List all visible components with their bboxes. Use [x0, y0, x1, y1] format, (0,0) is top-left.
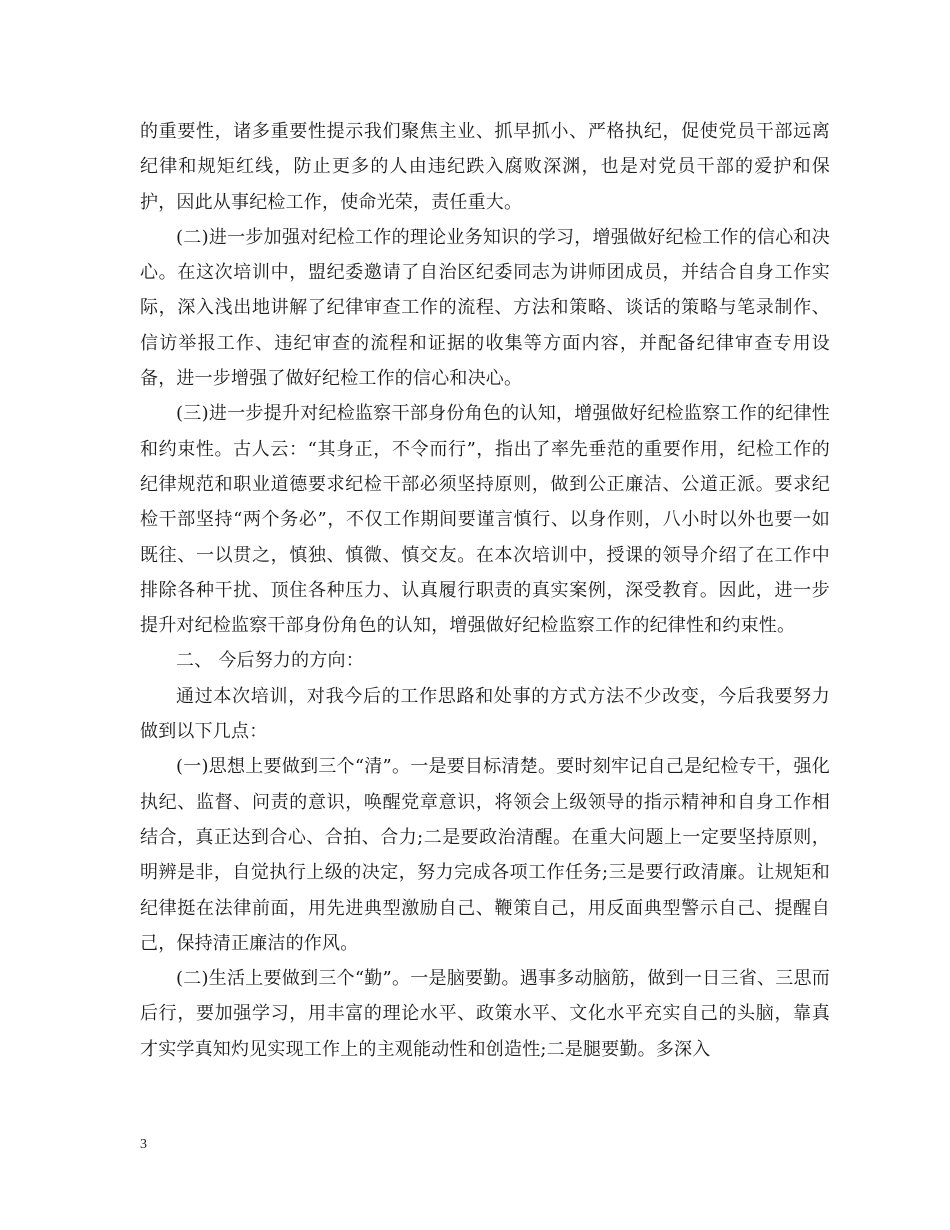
page-number: 3 — [140, 1137, 147, 1152]
document-body — [140, 114, 830, 1067]
paragraph-intro: 通过本次培训，对我今后的工作思路和处事的方式方法不少改变，今后我要努力做到以下几点： — [140, 685, 830, 743]
section-heading-future-direction: 二、 今后努力的方向： — [176, 650, 364, 672]
paragraph-section-2: (二)进一步加强对纪检工作的理论业务知识的学习，增强做好纪检工作的信心和决心。在这次培训中，盟纪委邀请了自治区纪委同志为讲师团成员，并结合自身工作实际，深入浅出地讲解了纪律审查工作的流程、方法和策略、谈话的策略与笔录制作、信访举报工作、违纪审查的流程和证据的收集等方面内容，并配备纪律审查专用设备，进一步增强了做好纪检工作的信心和决心。 — [140, 226, 830, 390]
paragraph-point-2: (二)生活上要做到三个“勤”。一是脑要勤。遇事多动脑筋，做到一日三省、三思而后行，要加强学习，用丰富的理论水平、政策水平、文化水平充实自己的头脑，靠真才实学真知灼见实现工作上的主观能动性和创造性;二是腿要勤。多深入 — [140, 968, 830, 1060]
paragraph-point-1: (一)思想上要做到三个“清”。一是要目标清楚。要时刻牢记自己是纪检专干，强化执纪、监督、问责的意识，唤醒党章意识，将领会上级领导的指示精神和自身工作相结合，真正达到合心、合拍、合力;二是要政治清醒。在重大问题上一定要坚持原则，明辨是非，自觉执行上级的决定，努力完成各项工作任务;三是要行政清廉。让规矩和纪律挺在法律前面，用先进典型激励自己、鞭策自己，用反面典型警示自己、提醒自己，保持清正廉洁的作风。 — [140, 756, 830, 954]
paragraph-continuation: 的重要性，诸多重要性提示我们聚焦主业、抓早抓小、严格执纪，促使党员干部远离纪律和规矩红线，防止更多的人由违纪跌入腐败深渊，也是对党员干部的爱护和保护，因此从事纪检工作，使命光荣，责任重大。 — [140, 121, 830, 213]
paragraph-section-3: (三)进一步提升对纪检监察干部身份角色的认知，增强做好纪检监察工作的纪律性和约束性。古人云：“其身正，不令而行”，指出了率先垂范的重要作用，纪检工作的纪律规范和职业道德要求纪检干部必须坚持原则，做到公正廉洁、公道正派。要求纪检干部坚持“两个务必”，不仅工作期间要谨言慎行、以身作则，八小时以外也要一如既往、一以贯之，慎独、慎微、慎交友。在本次培训中，授课的领导介绍了在工作中排除各种干扰、顶住各种压力、认真履行职责的真实案例，深受教育。因此，进一步提升对纪检监察干部身份角色的认知，增强做好纪检监察工作的纪律性和约束性。 — [140, 403, 830, 637]
